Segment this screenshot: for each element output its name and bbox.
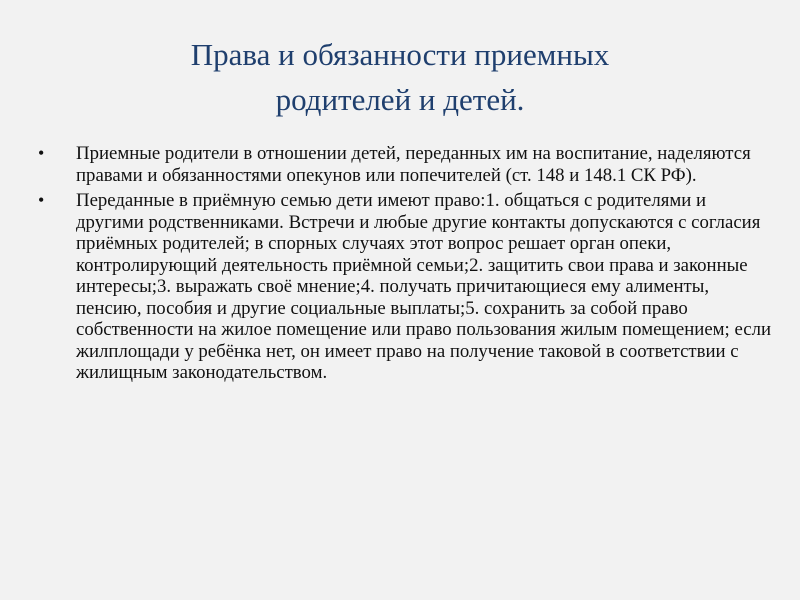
bullet-text: Приемные родители в отношении детей, переданных им на воспитание, наделяются правами и обязанностями опекунов или попечителей (ст. 148 и 148.1 СК РФ). xyxy=(76,143,751,186)
bullet-text: Переданные в приёмную семью дети имеют право:1. общаться с родителями и другими родственниками. Встречи и любые другие контакты допускаются с согласия приёмных родителей; в спорных случаях этот вопрос решает орган опеки, контролирующий деятельность приёмной семьи;2. защитить свои права и законные интересы;3. выражать своё мнение;4. получать причитающиеся ему алименты, пенсию, пособия и другие социальные выплаты;5. сохранить за собой право собственности на жилое помещение или право пользования жилым помещением; если жилплощади у ребёнка нет, он имеет право на получение таковой в соответствии с жилищным законодательством. xyxy=(76,190,772,383)
bullet-item-foster-parents-rights xyxy=(38,143,776,186)
slide-title-line-1: Права и обязанности приемных xyxy=(190,37,610,72)
bullet-marker: • xyxy=(38,190,45,210)
slide-title-line-2: родителей и детей. xyxy=(275,82,525,117)
bullet-marker: • xyxy=(38,143,45,163)
bullet-list xyxy=(38,143,776,388)
bullet-item-children-rights xyxy=(38,190,776,384)
slide-title xyxy=(60,32,740,122)
